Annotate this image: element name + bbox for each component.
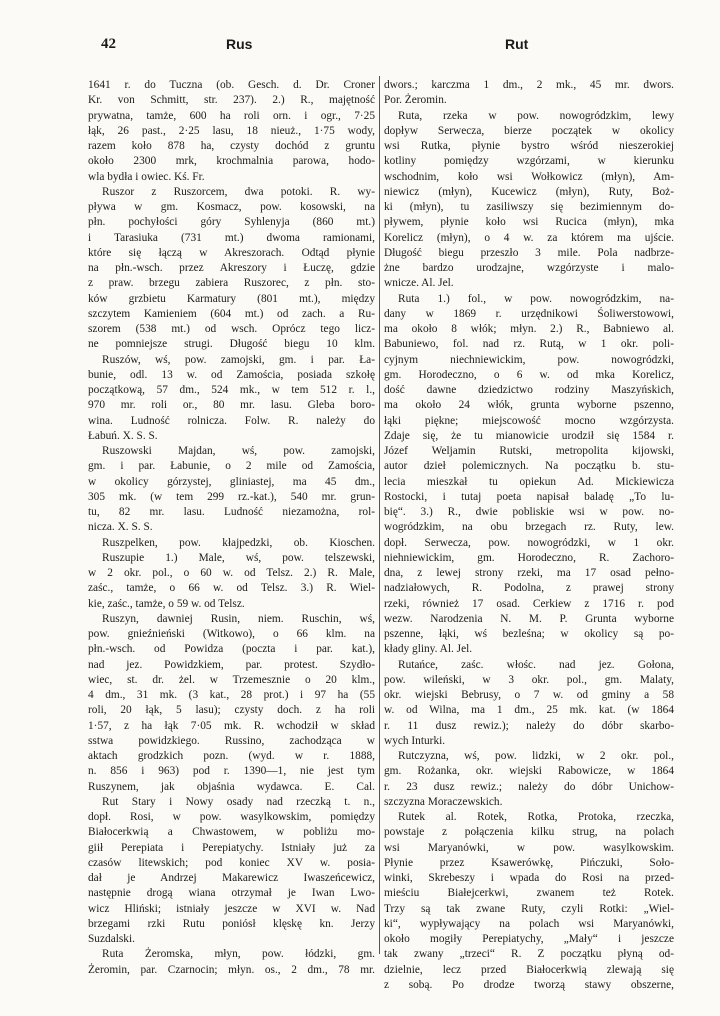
right-column [384, 78, 674, 993]
text-line: Ruszupie 1.) Male, wś, pow. telszewski, [102, 551, 375, 564]
text-line: Korelicz (młyn), o 4 w. za którem ma ujście. [384, 231, 674, 244]
text-line: i Tarasiuka (731 mt.) dwoma ramionami, [88, 231, 375, 244]
text-line: sstwa powidzkiego. Russino, zachodząca w [88, 734, 375, 747]
left-running-head: Rus [226, 36, 253, 52]
text-line: łąki piękne; miejscowość mocno wzgórzysta. [384, 414, 674, 427]
text-line: winki, Skrebeszy i wpada do Rosi na przed- [384, 872, 674, 884]
text-line: z praw. brzegu zabiera Ruszorec, z płn. sto- [88, 277, 375, 290]
text-line: w okolicy górzystej, gliniastej, ma 45 dm., [88, 475, 375, 488]
text-line: pływa w gm. Kosmacz, pow. kosowski, na [88, 201, 375, 213]
text-line: szczytem Kamieniem (604 mt.) od zach. a Ru- [88, 307, 375, 320]
text-line: gm. Rożanka, okr. wiejski Rabowicze, w 1864 [384, 765, 674, 778]
text-line: brzegami rzki Rutu poniósł klęskę kn. Jerzy [88, 917, 375, 930]
text-line: dzielnie, lecz przed Białocerkwią zlewają się [384, 963, 674, 976]
text-line: Długość biegu przeszło 3 mile. Pola nadbrze- [384, 246, 674, 259]
text-line: Ruszyn, dawniej Rusin, niem. Ruschin, wś, [102, 612, 375, 625]
text-line: początkową, 57 dm., 524 mk., w tem 512 r. l., [88, 384, 375, 396]
text-line: 1641 r. do Tuczna (ob. Gesch. d. Dr. Croner [88, 79, 375, 91]
text-line: r. 11 dusz rewiz.); należy do dóbr skarbo- [384, 719, 674, 732]
text-line: żne bardzo urodzajne, wzgórzyste i malo- [384, 262, 674, 274]
text-line: Ruszowski Majdan, wś, pow. zamojski, [102, 445, 375, 457]
text-line: Suzdalski. [88, 933, 135, 945]
text-line: ne pomniejsze strugi. Długość biegu 10 klm. [88, 338, 375, 351]
text-line: razem koło 878 ha, czysty dochód z gruntu [88, 140, 375, 152]
text-line: Ruta Żeromska, młyn, pow. łódzki, gm. [102, 948, 375, 961]
text-line: wych Inturki. [384, 734, 446, 747]
text-line: wsi Maryanówki, w pow. wasylkowskim. [384, 841, 674, 854]
text-line: szorem (538 mt.) od wsch. Oprócz tego licz- [88, 323, 375, 335]
text-line: Kr. von Schmitt, str. 237). 2.) R., majętność [88, 94, 375, 107]
text-line: giił Perepiata i Perepiatychy. Istniały już za [88, 841, 375, 854]
text-line: Ruta, rzeka w pow. nowogródzkim, lewy [398, 109, 674, 122]
text-line: autor dzieł polemicznych. Na początku b. stu- [384, 460, 674, 473]
text-line: tu, 82 mr. lasu. Ludność niezamożna, rol- [88, 506, 375, 518]
text-line: tak zwany „trzeci“ R. Z początku płyną od- [384, 948, 674, 961]
text-line: kotliny pomiędzy wzgórzami, w kierunku [384, 155, 674, 168]
text-line: Zdaje się, że tu mianowicie urodził się 1584 r. [384, 429, 674, 442]
text-line: Rutańce, zaśc. włośc. nad jez. Gołona, [398, 658, 674, 671]
text-line: r. 23 dusz rewiz.; należy do dóbr Unichow- [384, 780, 674, 793]
text-line: Rutczyzna, wś, pow. lidzki, w 2 okr. pol., [398, 750, 674, 762]
text-line: wnicze. Al. Jel. [384, 277, 454, 290]
text-line: płn. pochyłości góry Syhlenyja (860 mt.) [88, 216, 375, 229]
text-line: dopływ Serwecza, bierze początek w okolicy [384, 124, 674, 137]
text-line: następnie drogą wiana otrzymał je Iwan Lwo- [88, 887, 375, 900]
text-line: 305 mk. (w tem 299 rz.-kat.), 540 mr. grun- [88, 490, 375, 503]
text-line: wina. Ludność rolnicza. Folw. R. należy do [88, 414, 375, 427]
text-line: prywatna, tamże, 600 ha roli orn. i ogr., 7·25 [88, 109, 375, 122]
text-line: w. od Wilna, ma 1 dm., 25 mk. kat. (w 1864 [384, 704, 674, 717]
text-line: Ruszpelken, pow. kłajpedzki, ob. Kioschen. [102, 536, 375, 549]
right-running-head: Rut [505, 36, 529, 52]
text-line: pływem, płynie koło wsi Rucica (młyn), mka [384, 216, 674, 229]
text-line: szczyzna Moraczewskich. [384, 795, 503, 808]
text-line: łąk, 26 past., 2·25 lasu, 18 nieuż., 1·75 wody, [88, 124, 375, 137]
text-line: 1·57, z ha łąk 7·05 mk. R. wchodził w skład [88, 719, 375, 732]
text-line: zaśc., tamże, o 66 w. od Telsz. 3.) R. Wiel- [88, 582, 375, 595]
running-header [93, 36, 652, 58]
text-line: Trzy są tak zwane Ruty, czyli Rotki: „Wiel- [384, 902, 674, 915]
text-line: Żeromin, par. Czarnocin; młyn. os., 2 dm., 78 mr. [88, 963, 375, 976]
text-line: pow. wileński, w 3 okr. pol., gm. Malaty, [384, 673, 674, 686]
text-line: ków grzbietu Karmatury (801 mt.), między [88, 292, 375, 305]
text-line: gm. Horodeczno, o 6 w. od mka Korelicz, [384, 368, 674, 381]
text-line: na płn.-wsch. przez Akreszory i Łuczę, gdzie [88, 262, 375, 274]
text-line: ma około 8 włók; młyn. 2.) R., Babniewo al. [384, 323, 674, 335]
text-line: niewicz (młyn), Kucewicz (młyn), Ruty, Boż- [384, 185, 674, 198]
text-line: czasów litewskich; pod koniec XV w. posia- [88, 856, 375, 869]
text-line: dwors.; karczma 1 dm., 2 mk., 45 mr. dwors. [384, 79, 674, 91]
text-line: Płynie przez Ksawerówkę, Pińczuki, Soło- [384, 856, 674, 869]
text-line: płn.-wsch. od Powidza (poczta i par. kat.), [88, 643, 375, 656]
text-line: dna, z lewej strony rzeki, ma 17 osad pełno- [384, 567, 674, 579]
text-line: nicza. X. S. S. [88, 521, 153, 534]
text-line: około mogiły Perepiatychy, „Mały“ i jeszcze [384, 933, 674, 945]
text-line: wschodnim, koło wsi Wołkowicz (młyn), Am- [384, 170, 674, 183]
text-line: roli, 20 łąk, 5 lasu); czysty doch. z ha roli [88, 704, 375, 717]
text-line: aktach grodzkich pozn. (wyd. w r. 1888, [88, 750, 375, 762]
text-line: mieściu Białejcerkwi, zwanem też Rotek. [384, 887, 674, 900]
text-line: niehniewickim, gm. Horodeczno, R. Zachoro- [384, 551, 674, 564]
text-line: które się łączą w Akreszorach. Odtąd płynie [88, 246, 375, 259]
text-line: Ruszów, wś, pow. zamojski, gm. i par. Ła- [102, 353, 375, 366]
text-line: Łabuń. X. S. S. [88, 429, 158, 442]
text-line: wogródzkim, na obu brzegach rz. Ruty, lew. [384, 521, 674, 534]
text-line: Babuniewo, fol. nad rz. Rutą, w 1 okr. poli- [384, 338, 674, 351]
text-line: nadziałowych, R. Podolna, z prawej strony [384, 582, 674, 595]
text-line: Ruszor z Ruszorcem, dwa potoki. R. wy- [102, 185, 375, 198]
text-line: powstaje z połączenia kilku strug, na polach [384, 826, 674, 839]
text-line: dopł. Serwecza, pow. nowogródzki, w 1 okr. [384, 536, 674, 549]
text-line: Rut Stary i Nowy osady nad rzeczką t. n., [102, 795, 375, 808]
column-divider [379, 76, 380, 954]
text-line: ki (młyn), tu zasiliwszy się bezimiennym do- [384, 201, 674, 213]
text-line: pow. gnieźnieński (Witkowo), o 66 klm. na [88, 628, 375, 640]
text-line: ma około 24 włók, grunta wyborne pszenno, [384, 399, 674, 412]
text-line: nad jez. Powidzkiem, par. protest. Szydło- [88, 658, 375, 671]
text-line: Rutek al. Rotek, Rotka, Protoka, rzeczka, [398, 811, 674, 823]
text-line: Rostocki, i tutaj poeta napisał baladę „To lu- [384, 490, 674, 503]
page-number: 42 [101, 36, 116, 52]
text-line: dany w 1869 r. urzędnikowi Śoliwerstowowi, [384, 307, 674, 320]
text-line: okr. wiejski Bebrusy, o 7 w. od gminy a 58 [384, 689, 674, 701]
text-line: pszenne, łąki, wś bezleśna; w okolicy są po- [384, 628, 674, 640]
text-line: 4 dm., 31 mk. (3 kat., 28 prot.) i 97 ha (55 [88, 689, 375, 701]
text-line: bię“. 3.) R., dwie pobliskie wsi w pow. no- [384, 506, 674, 518]
left-column [88, 78, 375, 978]
text-line: gm. i par. Łabunie, o 2 mile od Zamościa, [88, 460, 375, 473]
text-line: kłady gliny. Al. Jel. [384, 643, 473, 656]
text-line: n. 856 i 963) pod r. 1390—1, nie jest tym [88, 765, 375, 778]
text-line: Por. Żeromin. [384, 94, 447, 107]
text-line: ki“, wypływający na polach wsi Maryanówki, [384, 917, 674, 930]
text-line: kie, zaśc., tamże, o 59 w. od Telsz. [88, 597, 245, 610]
text-line: Białocerkwią a Chwastowem, w pobliżu mo- [88, 826, 375, 839]
text-line: 970 mr. roli or., 80 mr. lasu. Gleba boro- [88, 399, 375, 412]
text-line: bunie, odl. 13 w. od Zamościa, posiada szkołę [88, 368, 375, 381]
text-line: Józef Weljamin Rutski, metropolita kijowski, [384, 445, 674, 457]
text-line: dość dawne dziedzictwo rodziny Maszyńskich, [384, 384, 674, 396]
text-line: lecia mieszkał tu opiekun Ad. Mickiewicza [384, 475, 674, 488]
text-line: z sobą. Po drodze tworzą stawy obszerne, [384, 978, 674, 991]
text-line: dopł. Rosi, w pow. wasylkowskim, pomiędzy [88, 811, 375, 823]
text-line: rzeki, również 17 osad. Cerkiew z 1716 r. pod [384, 597, 674, 610]
text-line: wicz Hliński; istniały jeszcze w XVI w. Nad [88, 902, 375, 915]
text-line: wezw. Narodzenia N. M. P. Grunta wyborne [384, 612, 674, 625]
text-line: wla bydła i owiec. Kś. Fr. [88, 170, 205, 183]
text-line: Ruta 1.) fol., w pow. nowogródzkim, na- [398, 292, 674, 305]
text-line: cyjnym niechniewickim, pow. nowogródzki, [384, 353, 674, 366]
text-line: Ruszynem, jak objaśnia wydawca. E. Cal. [88, 780, 375, 793]
text-line: wsi Rutka, płynie bystro wśród nieszerokiej [384, 140, 674, 152]
text-line: około 2300 mrk, krochmalnia parowa, hodo- [88, 155, 375, 168]
text-line: dał je Andrzej Makarewicz Iwaszeńcewicz, [88, 872, 375, 884]
text-line: wiec, st. dr. żel. w Trzemesznie o 20 klm., [88, 673, 375, 686]
text-line: w 2 okr. pol., o 60 w. od Telsz. 2.) R. Male, [88, 567, 375, 579]
